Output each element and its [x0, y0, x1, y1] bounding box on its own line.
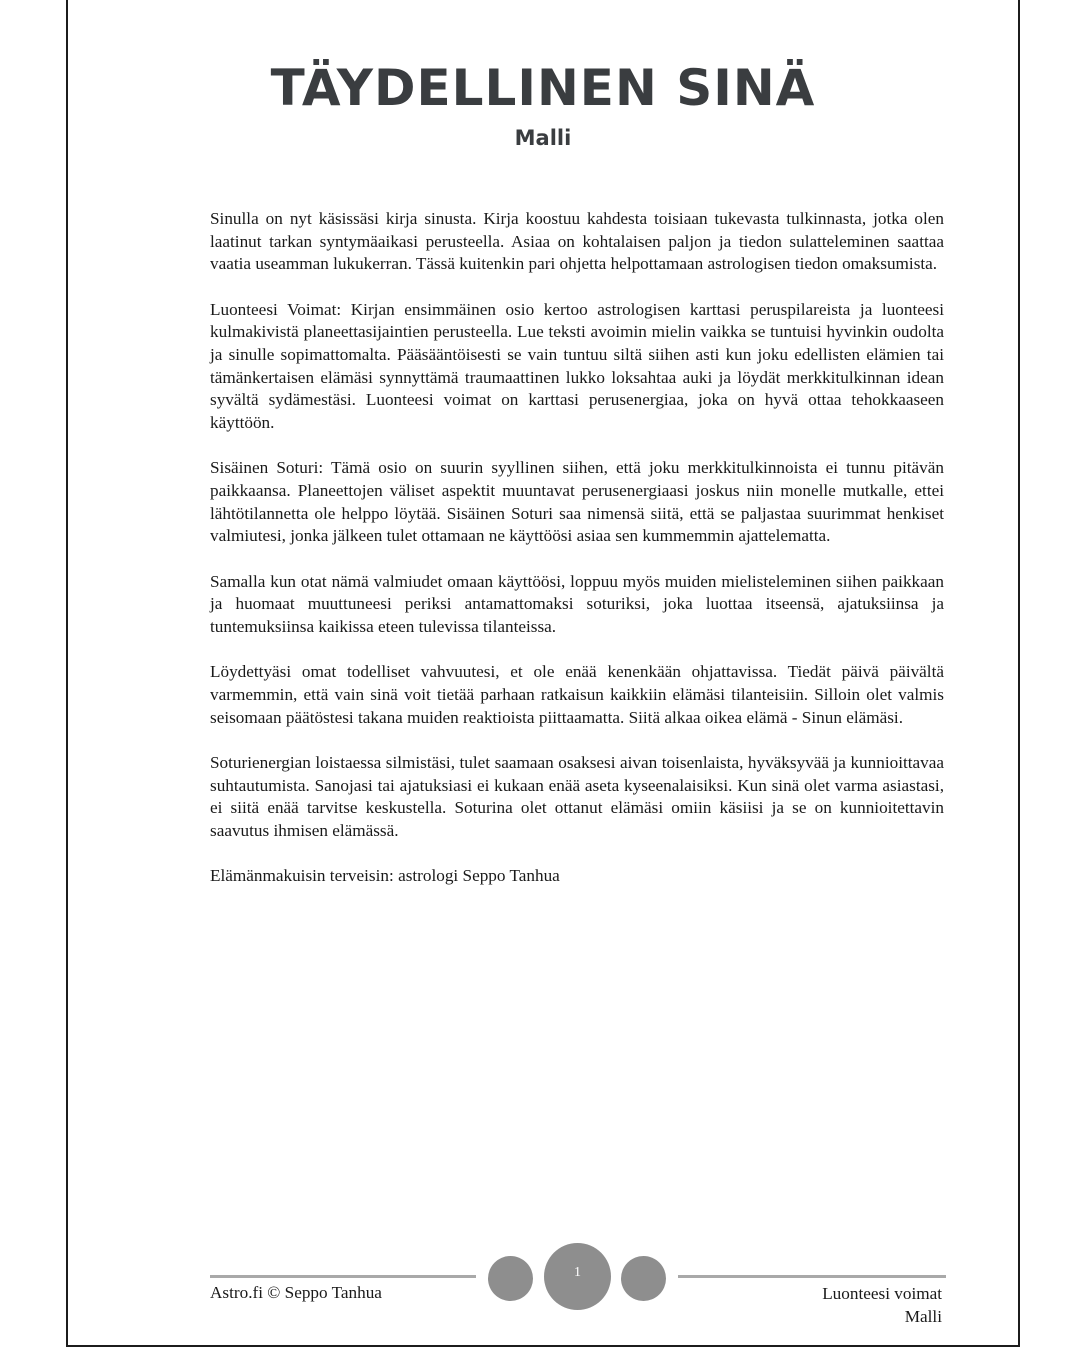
footer-divider-left [210, 1275, 476, 1278]
footer-section-subtitle: Malli [904, 1306, 942, 1326]
page-number: 1 [574, 1265, 581, 1280]
document-page [66, 0, 1020, 1347]
footer-circle-right [621, 1256, 666, 1301]
paragraph-luonteesi-voimat: Luonteesi Voimat: Kirjan ensimmäinen osio kertoo astrologisen karttasi peruspilareista ja luonteesi kulmakivistä planeettasijaintien perusteella. Lue teksti avoimin mielin vaikka se tuntuisi hyvinkin oudolta ja sinulle sopimattomalta. Pääsääntöisesti se vain tuntuu siltä siihen asti kun joku edellisten elämien tai tämänkertaisen elämäsi synnyttämä traumaattinen lukko loksahtaa auki ja löydät merkkitulkinnan idean syvältä sydämestäsi. Luonteesi voimat on karttasi perusenergiaa, joka on hyvä ottaa tehokkaaseen käyttöön. [210, 299, 944, 433]
footer-circle-left [488, 1256, 533, 1301]
footer-section-name: Luonteesi voimat [822, 1284, 942, 1303]
paragraph-intro: Sinulla on nyt käsissäsi kirja sinusta. Kirja koostuu kahdesta toisiaan tukevasta tulkinnasta, jotka olen laatinut tarkan syntymäaikasi perusteella. Asiaa on kohtalaisen paljon ja tiedon sulatteleminen saattaa vaatia useamman lukukerran. Tässä kuitenkin pari ohjetta helpottamaan astrologisen tiedon omaksumista. [210, 209, 944, 274]
paragraph-signature: Elämänmakuisin terveisin: astrologi Seppo Tanhua [210, 866, 560, 886]
footer-section-info [822, 1283, 942, 1328]
paragraph-vahvuudet: Löydettyäsi omat todelliset vahvuutesi, et ole enää kenenkään ohjattavissa. Tiedät päivä päivältä varmemmin, että vain sinä voit tietää parhaan ratkaisun kaikkiin elämäsi tilanteisiin. Silloin olet valmis seisomaan päätöstesi takana muiden reaktioista piittaamatta. Siitä alkaa oikea elämä - Sinun elämäsi. [210, 662, 944, 727]
paragraph-soturienergia: Soturienergian loistaessa silmistäsi, tulet saamaan osaksesi aivan toisenlaista, hyväksyvää ja kunnioittavaa suhtautumista. Sanojasi tai ajatuksiasi ei kukaan enää aseta kyseenalaisiksi. Kun sinä olet varma asiastasi, ei siitä enää tarvitse keskustella. Soturina olet ottanut elämäsi omiin käsiisi ja se on kunnioitettavin saavutus ihmisen elämässä. [210, 752, 944, 840]
paragraph-valmiudet: Samalla kun otat nämä valmiudet omaan käyttöösi, loppuu myös muiden mielisteleminen siihen paikkaan ja huomaat muuttuneesi periksi antamattomaksi soturiksi, joka luottaa itseensä, ajatuksiinsa ja tuntemuksiinsa kaikissa eteen tulevissa tilanteissa. [210, 571, 944, 637]
document-subtitle: Malli [514, 126, 572, 150]
footer-copyright: Astro.fi © Seppo Tanhua [210, 1283, 382, 1302]
paragraph-sisainen-soturi: Sisäinen Soturi: Tämä osio on suurin syyllinen siihen, että joku merkkitulkinnoista ei tunnu pitävän paikkaansa. Planeettojen väliset aspektit muuntavat perusenergiaasi joskus niin monelle mutkalle, ettei lähtötilannetta ole helppo löytää. Sisäinen Soturi saa nimensä siitä, että se paljastaa suurimmat henkiset valmiutesi, jonka jälkeen tulet ottamaan ne käyttöösi asiaa sen kummemmin ajattelematta. [210, 458, 944, 546]
footer-divider-right [678, 1275, 946, 1278]
document-title: TÄYDELLINEN SINÄ [270, 59, 816, 117]
document-body [210, 208, 944, 910]
